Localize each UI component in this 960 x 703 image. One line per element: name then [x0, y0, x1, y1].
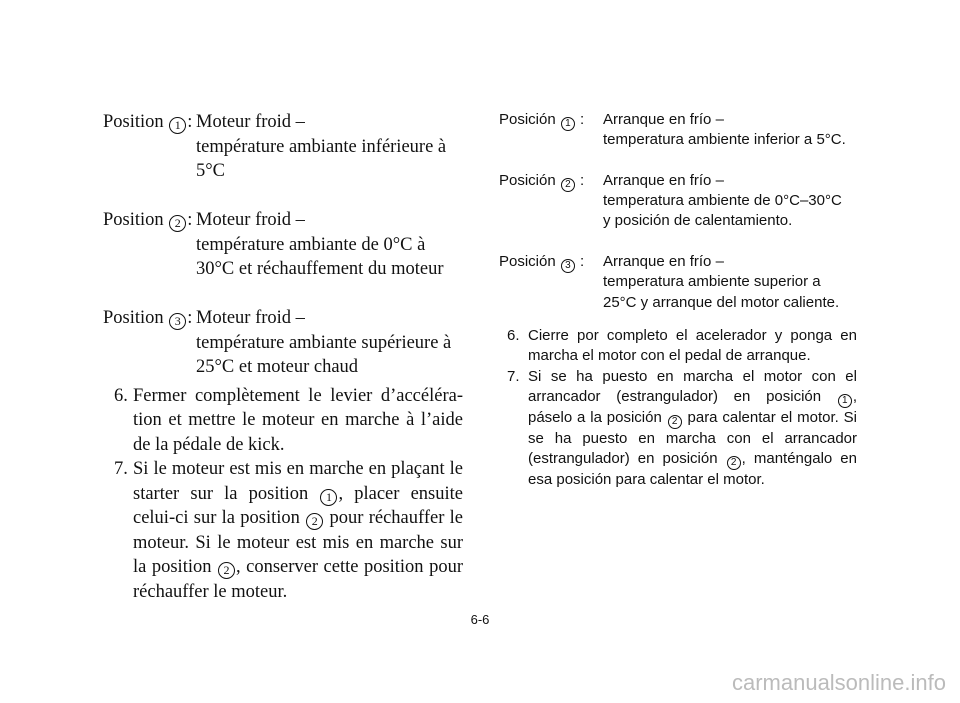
paso-6: [499, 326, 857, 367]
position-description: Moteur froid – température ambiante inférieure à 5°C: [196, 112, 447, 181]
position-label: Position 1 :: [103, 112, 193, 132]
step-text: Si le moteur est mis en marche en plaçant le starter sur la position 1 , placer ensuite celui-ci sur la position 2 pour réchauffer le moteur. Si le moteur est mis en marche sur la position 2 , conserver cette position pour réchauffer le moteur.: [133, 459, 464, 602]
spanish-column: [499, 110, 857, 490]
position-2-entry: [103, 208, 463, 282]
step-number: 6.: [507, 326, 520, 344]
circled-number-1-icon: 1: [561, 117, 575, 131]
step-number: 6.: [114, 385, 128, 406]
circled-number-2-icon: 2: [306, 513, 323, 530]
circled-number-1-icon: 1: [320, 489, 337, 506]
position-3-entry: [103, 306, 463, 380]
circled-number-2-icon: 2: [727, 456, 741, 470]
circled-number-2-icon: 2: [561, 178, 575, 192]
circled-number-2-icon: 2: [169, 215, 186, 232]
circled-number-2-icon: 2: [218, 562, 235, 579]
position-label: Position 3 :: [103, 308, 193, 328]
position-1-entry: [103, 110, 463, 184]
step-number: 7.: [507, 367, 520, 385]
circled-number-1-icon: 1: [838, 394, 852, 408]
position-label: Posición 3 :: [499, 253, 585, 272]
position-description: Moteur froid – température ambiante de 0°C à 30°C et réchauffement du moteur: [196, 210, 444, 279]
circled-number-3-icon: 3: [169, 313, 186, 330]
step-text: Cierre por completo el acelerador y ponga en marcha el motor con el pedal de arranque.: [528, 326, 857, 365]
circled-number-3-icon: 3: [561, 259, 575, 273]
step-text: Fermer complètement le levier d’accéléra-tion et mettre le moteur en marche à l’aide de la pédale de kick.: [133, 385, 463, 455]
posicion-2-entry: [499, 171, 857, 232]
circled-number-2-icon: 2: [668, 415, 682, 429]
position-description: Arranque en frío – temperatura ambiente inferior a 5°C.: [603, 111, 846, 149]
position-label: Position 2 :: [103, 210, 193, 230]
circled-number-1-icon: 1: [169, 117, 186, 134]
french-column: [103, 110, 463, 604]
position-label: Posición 2 :: [499, 171, 585, 190]
position-description: Arranque en frío – temperatura ambiente superior a 25°C y arranque del motor caliente.: [603, 253, 840, 311]
step-7: [103, 457, 463, 604]
position-label: Posición 1 :: [499, 111, 585, 129]
posicion-3-entry: [499, 252, 857, 313]
position-description: Moteur froid – température ambiante supérieure à 25°C et moteur chaud: [196, 308, 452, 377]
paso-7: [499, 367, 857, 491]
position-description: Arranque en frío – temperatura ambiente de 0°C–30°C y posición de calentamiento.: [603, 171, 842, 230]
step-6: [103, 384, 463, 458]
step-number: 7.: [114, 459, 128, 479]
step-text: Si se ha puesto en marcha el motor con el arrancador (estrangulador) en posición 1 , páselo a la posición 2 para calentar el motor. Si se ha puesto en marcha con el arrancador (estrangulador) en posición 2 , manténgalo en esa posición para calentar el motor.: [528, 367, 857, 489]
posicion-1-entry: [499, 110, 857, 151]
watermark-text: carmanualsonline.info: [731, 670, 946, 695]
page-number: 6-6: [470, 612, 490, 627]
